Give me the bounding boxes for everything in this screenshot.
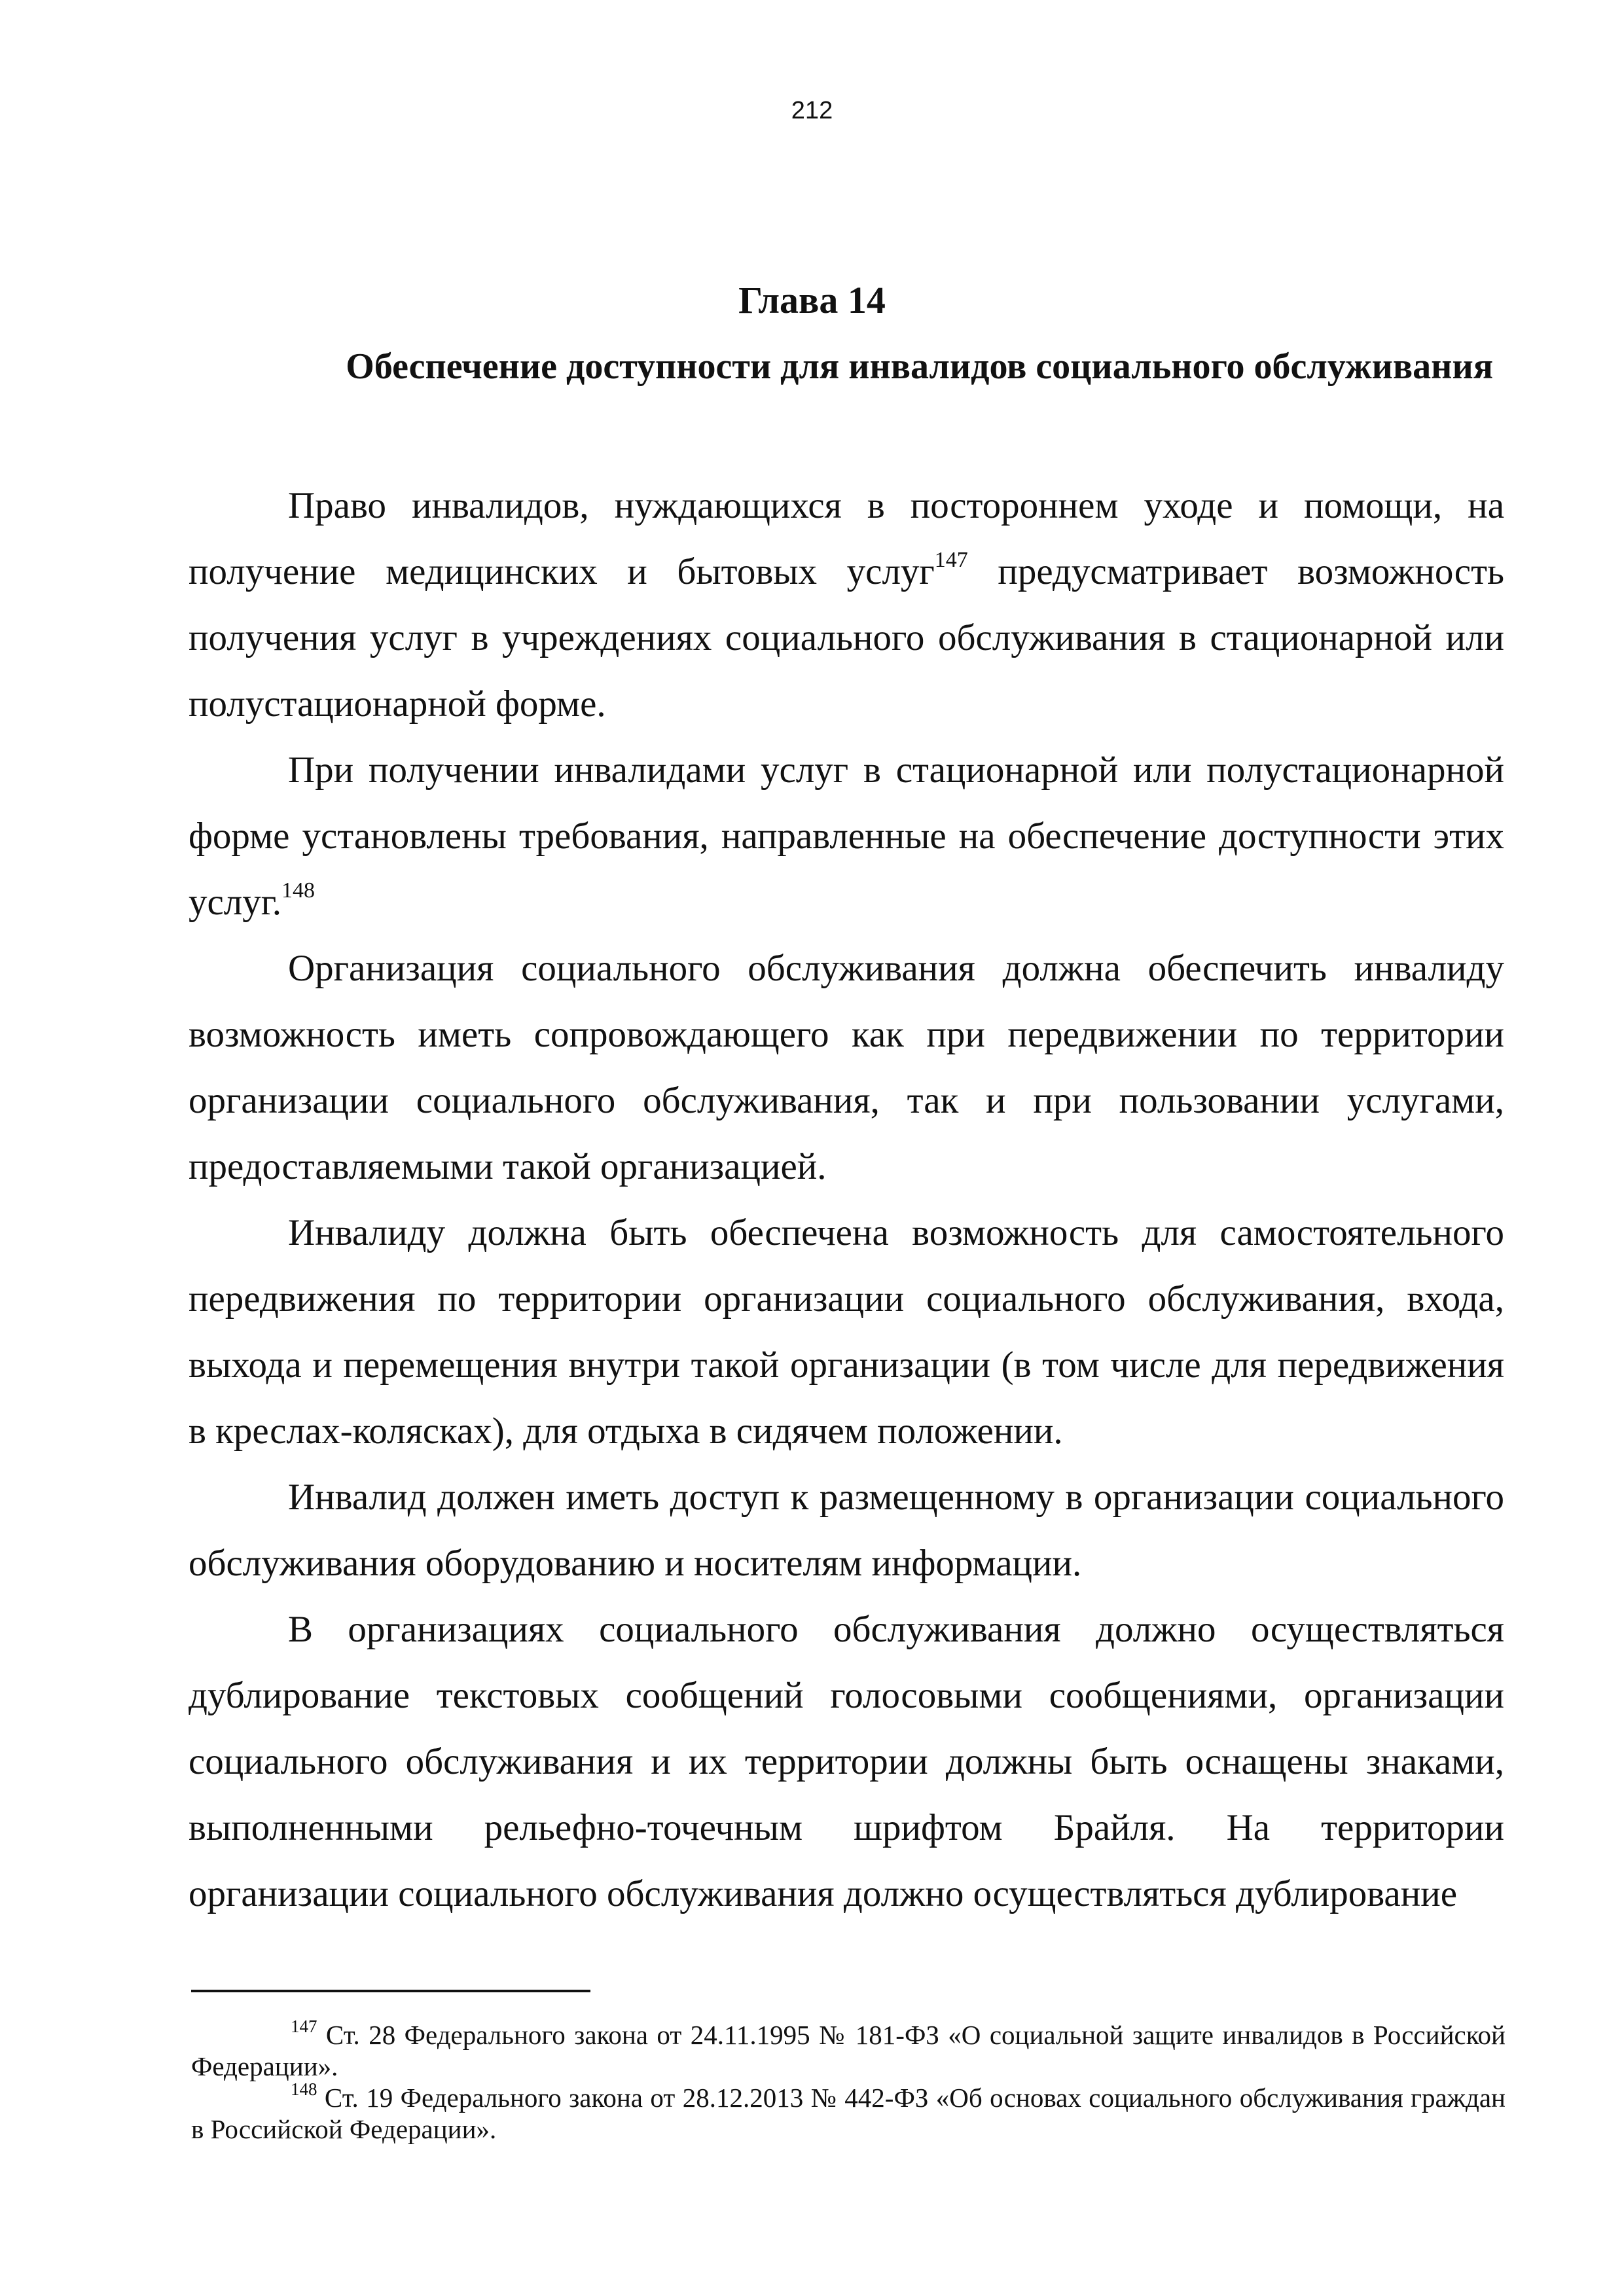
footnote-number: 147: [291, 2017, 317, 2037]
paragraph-2: [189, 737, 1504, 935]
footnote-text: Ст. 28 Федерального закона от 24.11.1995 № 181-ФЗ «О социальной защите инвалидов в Российской Федерации».: [191, 2020, 1506, 2081]
paragraph-3: Организация социального обслуживания должна обеспечить инвалиду возможность иметь сопровождающего как при передвижении по территории организации социального обслуживания, так и при пользовании услугами, предоставляемыми такой организацией.: [189, 948, 1504, 1187]
paragraph-2-text: При получении инвалидами услуг в стационарной или полустационарной форме установлены требования, направленные на обеспечение доступности этих услуг.: [189, 749, 1504, 923]
chapter-title: Глава 14: [738, 279, 886, 321]
paragraph-5: Инвалид должен иметь доступ к размещенному в организации социального обслуживания оборудованию и носителям информации.: [189, 1477, 1504, 1584]
paragraph-1: [189, 473, 1504, 737]
paragraph-1-text-end: предусматривает возможность получения услуг в учреждениях социального обслуживания в стационарной или полустационарной форме.: [189, 551, 1504, 725]
footnotes: [191, 2019, 1506, 2145]
footnote-separator: [191, 1990, 590, 1992]
page-number: 212: [791, 97, 833, 124]
footnote-number: 148: [291, 2079, 317, 2100]
paragraph-4: Инвалиду должна быть обеспечена возможность для самостоятельного передвижения по территории организации социального обслуживания, входа, выхода и перемещения внутри такой организации (в том числе для передвижения в креслах-колясках), для отдыха в сидячем положении.: [189, 1212, 1504, 1452]
paragraph-6: В организациях социального обслуживания должно осуществляться дублирование текстовых сообщений голосовыми сообщениями, организации социального обслуживания и их территории должны быть оснащены знаками, выполненными рельефно-точечным шрифтом Брайля. На территории организации социального обслуживания должно осуществляться дублирование: [189, 1609, 1504, 1914]
footnote-text: Ст. 19 Федерального закона от 28.12.2013 № 442-ФЗ «Об основах социального обслуживания граждан в Российской Федерации».: [191, 2083, 1506, 2144]
chapter-subtitle: Обеспечение доступности для инвалидов социального обслуживания: [346, 346, 1493, 387]
footnote-147: [191, 2019, 1506, 2082]
paragraph-1-text-start: Право инвалидов, нуждающихся в постороннем уходе и помощи, на получение медицинских и бытовых услуг: [189, 485, 1504, 592]
footnote-148: [191, 2079, 1506, 2145]
footnote-ref-148[interactable]: 148: [281, 878, 315, 903]
body-text: [189, 473, 1504, 1927]
footnote-ref-147[interactable]: 147: [934, 548, 968, 572]
